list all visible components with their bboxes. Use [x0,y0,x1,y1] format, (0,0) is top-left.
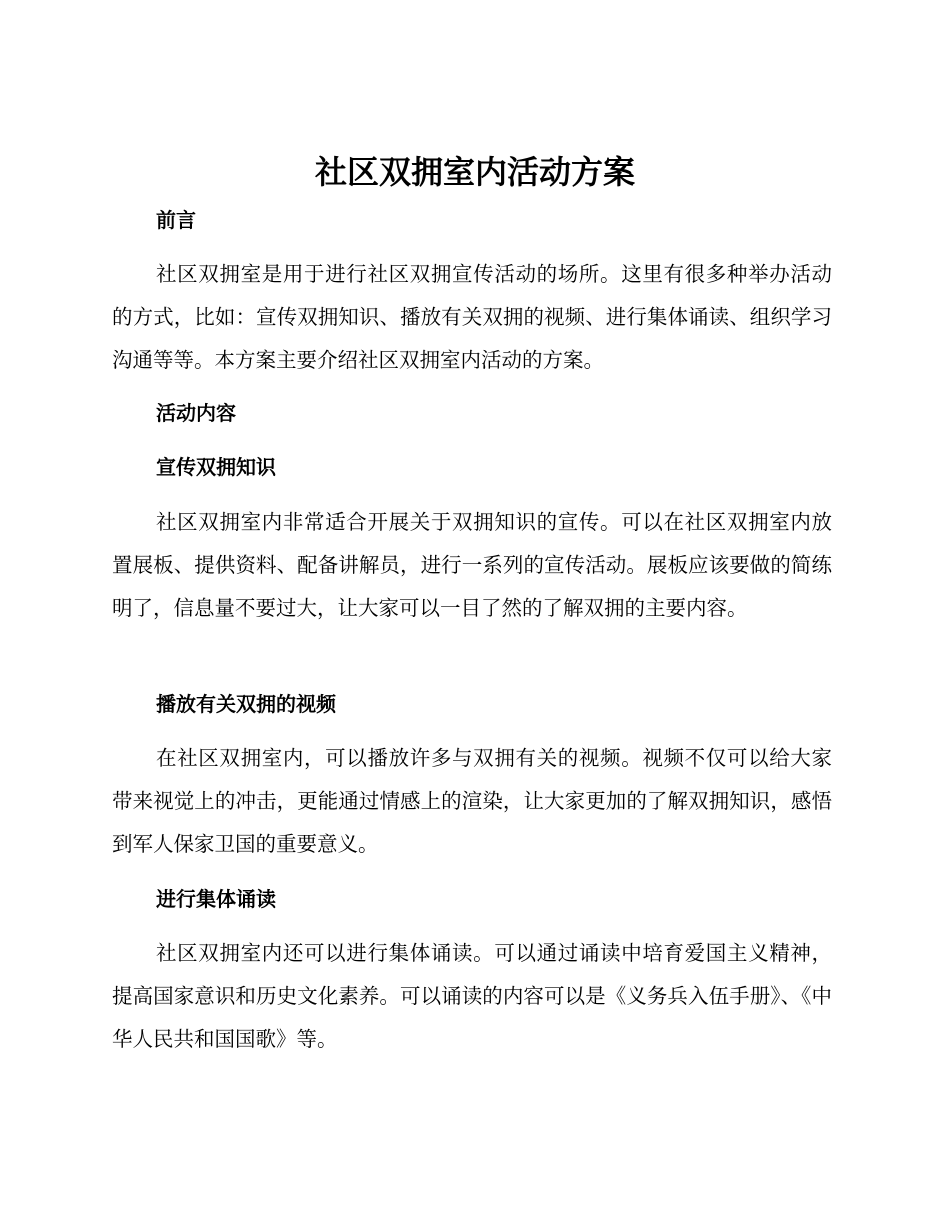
section-heading-play-videos: 播放有关双拥的视频 [156,692,336,716]
document-title: 社区双拥室内活动方案 [314,153,635,191]
section-heading-group-reading: 进行集体诵读 [156,887,276,911]
section-paragraph-group-reading: 社区双拥室内还可以进行集体诵读。可以通过诵读中培育爱国主义精神，提高国家意识和历史文化素养。可以诵读的内容可以是《义务兵入伍手册》、《中华人民共和国国歌》等。 [112,941,832,1051]
section-paragraph-preface: 社区双拥室是用于进行社区双拥宣传活动的场所。这里有很多种举办活动的方式，比如：宣传双拥知识、播放有关双拥的视频、进行集体诵读、组织学习沟通等等。本方案主要介绍社区双拥室内活动的方案。 [112,262,832,372]
section-paragraph-play-videos: 在社区双拥室内，可以播放许多与双拥有关的视频。视频不仅可以给大家带来视觉上的冲击，更能通过情感上的渲染，让大家更加的了解双拥知识，感悟到军人保家卫国的重要意义。 [112,746,832,856]
section-heading-activities: 活动内容 [156,401,236,425]
section-paragraph-promote-knowledge: 社区双拥室内非常适合开展关于双拥知识的宣传。可以在社区双拥室内放置展板、提供资料、配备讲解员，进行一系列的宣传活动。展板应该要做的简练明了，信息量不要过大，让大家可以一目了然的了解双拥的主要内容。 [112,510,832,620]
section-heading-promote-knowledge: 宣传双拥知识 [156,455,276,479]
section-heading-preface: 前言 [156,208,196,232]
